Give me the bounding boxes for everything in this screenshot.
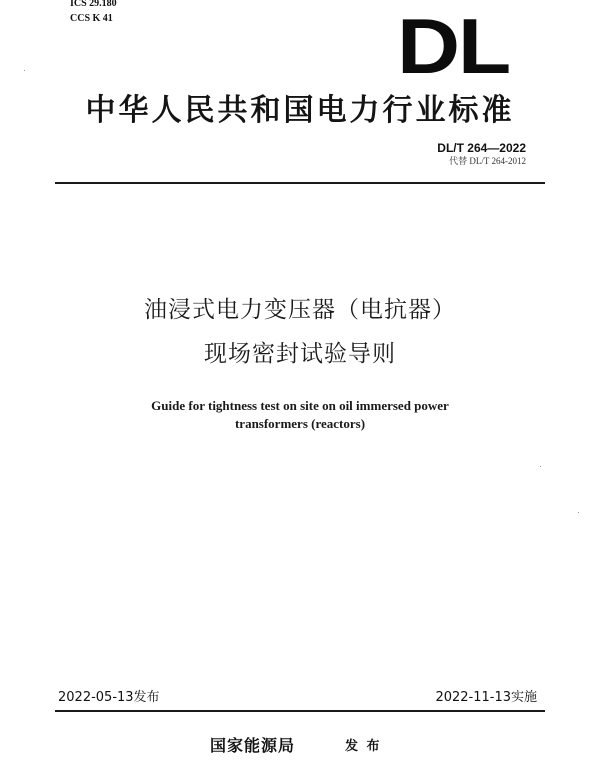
issue-action: 发 布 xyxy=(345,739,380,754)
dl-logo: DL xyxy=(397,2,509,90)
issuer-name: 国家能源局 xyxy=(210,736,296,755)
title-cn-line2: 现场密封试验导则 xyxy=(204,341,396,367)
scan-speck xyxy=(540,466,541,467)
title-en-line1: Guide for tightness test on site on oil immersed power xyxy=(151,398,449,413)
scan-speck xyxy=(578,512,579,513)
title-en-line2: transformers (reactors) xyxy=(234,416,366,431)
publish-date: 2022-05-13发布 xyxy=(58,690,160,705)
standard-code-block xyxy=(437,140,526,167)
classification-codes xyxy=(70,0,117,26)
title-cn-line1: 油浸式电力变压器（电抗器） xyxy=(144,297,456,323)
standard-category-heading: 中华人民共和国电力行业标准 xyxy=(85,93,515,128)
replaces-note: 代替 DL/T 264-2012 xyxy=(449,156,526,166)
standard-code: DL/T 264—2022 xyxy=(437,141,526,155)
ics-code: ICS 29.180 xyxy=(70,0,117,9)
scan-speck xyxy=(24,70,25,71)
implement-date: 2022-11-13实施 xyxy=(435,690,537,705)
ccs-code: CCS K 41 xyxy=(70,13,113,24)
footer-divider xyxy=(55,710,545,712)
header-divider xyxy=(55,182,545,184)
